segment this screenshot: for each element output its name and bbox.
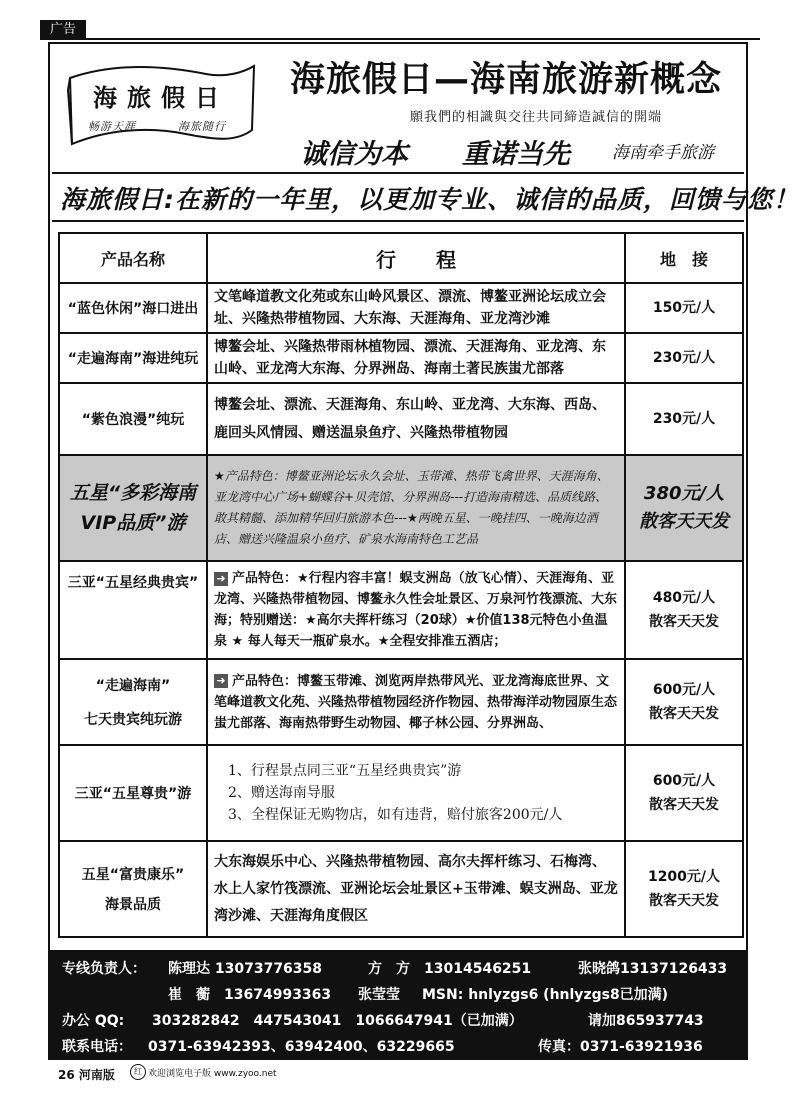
price-note: 散客天天发	[649, 893, 719, 909]
product-name: “走遍海南”海进纯玩	[59, 333, 207, 383]
route-list-item: 3、全程保证无购物店，如有违背，赔付旅客200元/人	[228, 807, 563, 823]
arrow-icon: ➜	[214, 674, 228, 688]
table-row	[59, 333, 743, 383]
price-amount: 380元/人	[643, 483, 725, 504]
product-route	[207, 659, 625, 745]
product-route: ★产品特色：博鳌亚洲论坛永久会址、玉带滩、热带飞禽世界、天涯海角、亚龙湾中心广场+蝴蝶谷+贝壳馆、分界洲岛---打造海南精选、品质线路、敢其精髓、添加精华回归旅游本色---★两晚五星、一晚挂四、一晚海边酒店、赠送兴隆温泉小鱼疗、矿泉水海南特色工艺品	[207, 455, 625, 561]
price-amount: 1200元/人	[647, 869, 721, 885]
price-amount: 480元/人	[652, 590, 716, 606]
msn: MSN: hnlyzgs6 (hnlyzgs8已加满)	[422, 987, 669, 1003]
product-price	[625, 841, 743, 937]
product-price	[625, 745, 743, 841]
phone-label: 联系电话：	[62, 1039, 132, 1055]
banner	[52, 172, 800, 222]
table-row	[59, 659, 743, 745]
price-note: 散客天天发	[649, 797, 719, 813]
product-route	[207, 561, 625, 659]
top-divider	[40, 38, 760, 40]
product-name: “紫色浪漫”纯玩	[59, 383, 207, 455]
contact-5: 张莹莹	[358, 987, 400, 1003]
product-table	[58, 232, 744, 938]
product-route: 大东海娱乐中心、兴隆热带植物园、高尔夫挥杆练习、石梅湾、水上人家竹筏漂流、亚洲论坛会址景区+玉带滩、蜈支洲岛、亚龙湾沙滩、天涯海角度假区	[207, 841, 625, 937]
contact-4: 崔 蘅 13674993363	[168, 987, 332, 1003]
route-text: 产品特色：博鳌玉带滩、浏览两岸热带风光、亚龙湾海底世界、文笔峰道教文化苑、兴隆热带植物园经济作物园、热带海洋动物园原生态蚩尤部落、海南热带野生动物园、椰子林公园、分界洲岛、	[214, 673, 618, 731]
route-text: 产品特色：★行程内容丰富！蜈支洲岛（放飞心情）、天涯海角、亚龙湾、兴隆热带植物园、博鳌永久性会址景区、万泉河竹筏漂流、大东海；特别赠送：★高尔夫挥杆练习（20球）★价值138元特色小鱼温泉 ★ 每人每天一瓶矿泉水。★全程安排准五酒店；	[214, 571, 618, 649]
header-route: 行 程	[207, 233, 625, 283]
price-amount: 600元/人	[652, 773, 716, 789]
product-route	[207, 745, 625, 841]
motto-left: 诚信为本	[300, 139, 408, 170]
contact-1: 陈理达 13073776358	[168, 961, 323, 977]
table-row-featured	[59, 455, 743, 561]
product-name-line1: 五星“富贵康乐”	[81, 867, 185, 883]
logo	[66, 60, 256, 148]
product-name-line2: 海景品质	[105, 897, 161, 913]
banner-text: 海旅假日:在新的一年里，以更加专业、诚信的品质，回馈与您！	[60, 185, 800, 214]
phone-numbers: 0371-63942393、63942400、63229665	[148, 1039, 455, 1055]
table-row	[59, 745, 743, 841]
fax: 传真：0371-63921936	[538, 1039, 703, 1055]
product-name: “蓝色休闲”海口进出	[59, 283, 207, 333]
arrow-icon: ➜	[214, 572, 228, 586]
brand-name: 海南牵手旅游	[612, 143, 714, 163]
product-price	[625, 659, 743, 745]
product-name: 三亚“五星尊贵”游	[59, 745, 207, 841]
price-note: 散客天天发	[649, 614, 719, 630]
product-price: 230元/人	[625, 383, 743, 455]
contact-3: 张晓鸽13137126433	[578, 961, 728, 977]
table-row	[59, 841, 743, 937]
price-note: 散客天天发	[639, 511, 729, 532]
product-name: 三亚“五星经典贵宾”	[59, 561, 207, 659]
logo-subtitle-left: 畅游天涯	[88, 120, 136, 133]
headline: 海旅假日—海南旅游新概念	[290, 60, 723, 100]
page-edition: 河南版	[78, 1068, 115, 1082]
contact-label: 专线负责人：	[62, 961, 146, 977]
table-row	[59, 561, 743, 659]
logo-title: 海旅假日	[93, 83, 229, 112]
price-amount: 600元/人	[652, 682, 716, 698]
qq-numbers: 303282842 447543041 1066647941（已加满）	[152, 1013, 523, 1029]
product-price	[625, 455, 743, 561]
product-price	[625, 561, 743, 659]
slogan: 願我們的相識與交往共同締造誠信的開端	[410, 110, 663, 125]
header-name: 产品名称	[59, 233, 207, 283]
product-name	[59, 659, 207, 745]
ad-tag: 广告	[40, 20, 86, 40]
page-info: 欢迎浏览电子版 www.zyoo.net	[148, 1069, 277, 1079]
contact-footer	[48, 950, 748, 1060]
table-row	[59, 283, 743, 333]
qq-label: 办公 QQ:	[62, 1013, 125, 1029]
product-route: 博鳌会址、漂流、天涯海角、东山岭、亚龙湾、大东海、西岛、鹿回头风情园、赠送温泉鱼疗、兴隆热带植物园	[207, 383, 625, 455]
contact-2: 方 方 13014546251	[368, 961, 532, 977]
motto-right: 重诺当先	[462, 139, 570, 170]
product-name-line1: “走遍海南”	[95, 678, 171, 694]
route-list	[214, 760, 618, 826]
table-row	[59, 383, 743, 455]
product-route: 博鳌会址、兴隆热带雨林植物园、漂流、天涯海角、亚龙湾、东山岭、亚龙湾大东海、分界洲岛、海南土著民族蚩尤部落	[207, 333, 625, 383]
product-name: 五星“多彩海南VIP品质”游	[59, 455, 207, 561]
product-name-line2: 七天贵宾纯玩游	[84, 712, 182, 728]
product-route: 文笔峰道教文化苑或东山岭风景区、漂流、博鳌亚洲论坛成立会址、兴隆热带植物园、大东海、天涯海角、亚龙湾沙滩	[207, 283, 625, 333]
product-price: 230元/人	[625, 333, 743, 383]
header-price: 地 接	[625, 233, 743, 283]
route-list-item: 1、行程景点同三亚“五星经典贵宾”游	[228, 763, 462, 779]
edition-mark-icon: 红	[130, 1064, 146, 1080]
price-note: 散客天天发	[649, 706, 719, 722]
table-header	[59, 233, 743, 283]
page-num: 26	[58, 1068, 75, 1082]
product-price: 150元/人	[625, 283, 743, 333]
qq-add: 请加865937743	[588, 1013, 704, 1029]
route-list-item: 2、赠送海南导服	[228, 785, 335, 801]
logo-subtitle-right: 海旅随行	[178, 120, 226, 133]
product-name	[59, 841, 207, 937]
page-number	[58, 1066, 115, 1083]
